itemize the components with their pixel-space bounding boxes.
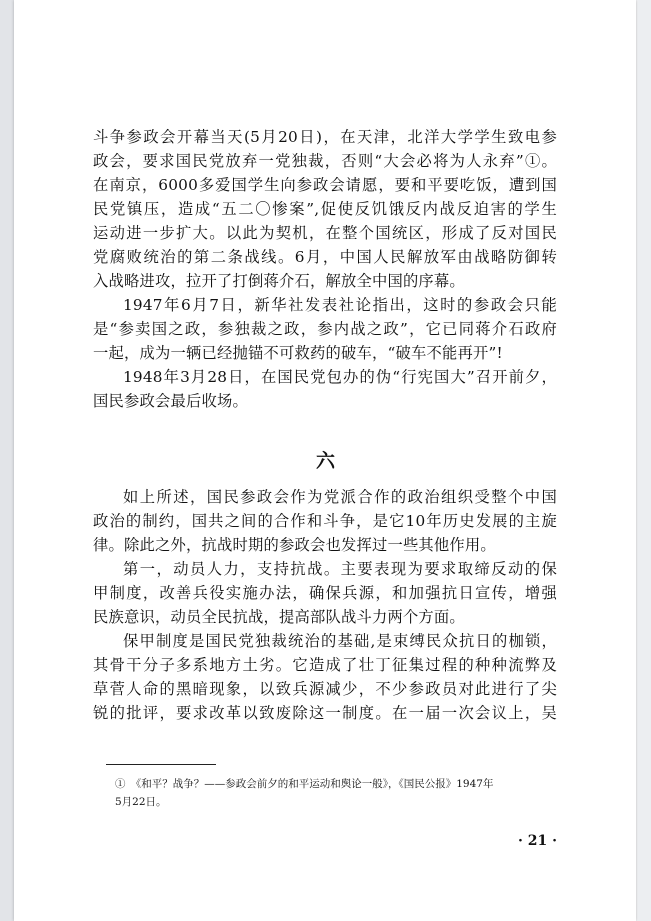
text-block-bottom: [93, 485, 557, 725]
text-line: 第一，动员人力，支持抗战。主要表现为要求取缔反动的保: [123, 560, 557, 578]
text-line: 1948年3月28日，在国民党包办的伪“行宪国大”召开前夕，: [123, 368, 557, 386]
footnote-line: ① 《和平？战争？——参政会前夕的和平运动和舆论一般》，《国民公报》1947年: [115, 778, 494, 790]
text-line: 运动进一步扩大。以此为契机，在整个国统区，形成了反对国民: [93, 224, 557, 242]
text-line: 入战略进攻，拉开了打倒蒋介石，解放全中国的序幕。: [93, 272, 465, 290]
text-line: 律。除此之外，抗战时期的参政会也发挥过一些其他作用。: [93, 536, 496, 554]
section-heading: 六: [315, 450, 335, 472]
footnote-line: 5月22日。: [115, 796, 167, 808]
footnote: [115, 775, 555, 811]
text-line: 党腐败统治的第二条战线。6月，中国人民解放军由战略防御转: [93, 248, 557, 266]
text-line: 民族意识，动员全民抗战，提高部队战斗力两个方面。: [93, 608, 465, 626]
text-line: 甲制度，改善兵役实施办法，确保兵源，和加强抗日宣传，增强: [93, 584, 557, 602]
text-line: 民党镇压，造成“五二〇惨案”,促使反饥饿反内战反迫害的学生: [93, 200, 557, 218]
text-block-top: [93, 125, 557, 413]
text-line: 保甲制度是国民党独裁统治的基础,是束缚民众抗日的枷锁，: [123, 632, 557, 650]
text-line: 一起，成为一辆已经抛锚不可救药的破车，“破车不能再开”!: [93, 344, 503, 362]
page-number: · 21 ·: [518, 833, 557, 849]
text-line: 如上所述，国民参政会作为党派合作的政治组织受整个中国: [123, 488, 557, 506]
text-line: 国民参政会最后收场。: [93, 392, 248, 410]
text-line: 在南京，6000多爱国学生向参政会请愿，要和平要吃饭，遭到国: [93, 176, 557, 194]
text-line: 锐的批评，要求改革以致废除这一制度。在一届一次会议上，吴: [93, 704, 557, 722]
footnote-divider: [106, 764, 216, 765]
text-line: 斗争参政会开幕当天(5月20日)，在天津，北洋大学学生致电参: [93, 128, 557, 146]
text-line: 是“参卖国之政，参独裁之政，参内战之政”，它已同蒋介石政府: [93, 320, 557, 338]
text-line: 其骨干分子多系地方土劣。它造成了壮丁征集过程的种种流弊及: [93, 656, 557, 674]
text-line: 草菅人命的黑暗现象，以致兵源减少，不少参政员对此进行了尖: [93, 680, 557, 698]
text-line: 1947年6月7日，新华社发表社论指出，这时的参政会只能: [123, 296, 557, 314]
text-line: 政治的制约，国共之间的合作和斗争，是它10年历史发展的主旋: [93, 512, 557, 530]
text-line: 政会，要求国民党放弃一党独裁，否则“大会必将为人永弃”①。: [93, 152, 557, 170]
